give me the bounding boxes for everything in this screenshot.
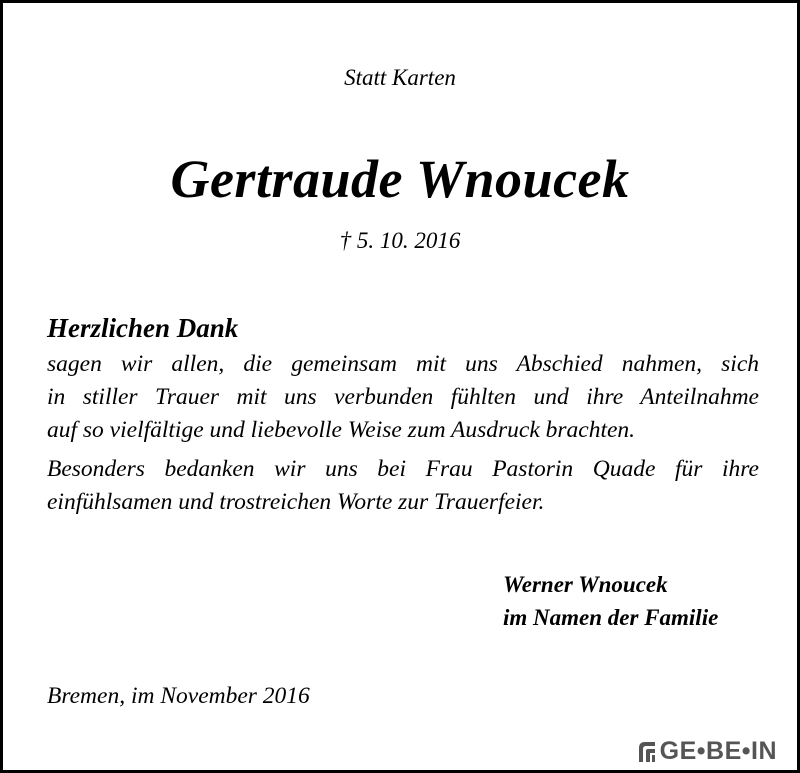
deceased-name: Gertraude Wnoucek xyxy=(170,149,630,209)
paragraph-line: in stiller Trauer mit uns verbunden fühlten und ihre Anteilnahme xyxy=(47,384,759,410)
signature-name: Werner Wnoucek xyxy=(503,572,668,597)
intro-text: Statt Karten xyxy=(344,65,456,90)
thanks-heading: Herzlichen Dank xyxy=(47,313,239,343)
death-date: † 5. 10. 2016 xyxy=(339,228,461,253)
place-and-date: Bremen, im November 2016 xyxy=(47,683,310,709)
paragraph-line: einfühlsamen und trostreichen Worte zur Trauerfeier. xyxy=(47,489,545,515)
gebein-logo xyxy=(637,737,777,766)
gebein-logo-icon xyxy=(637,740,657,764)
signature xyxy=(503,568,718,634)
paragraph-line: auf so vielfältige und liebevolle Weise zum Ausdruck brachten. xyxy=(47,417,636,443)
thanks-paragraph xyxy=(47,348,759,447)
signature-role: im Namen der Familie xyxy=(503,605,719,630)
paragraph-line: Besonders bedanken wir uns bei Frau Pastorin Quade für ihre xyxy=(47,456,759,482)
paragraph-line: sagen wir allen, die gemeinsam mit uns Abschied nahmen, sich xyxy=(47,351,759,377)
special-thanks-paragraph xyxy=(47,453,759,519)
logo-text: GE•BE•IN xyxy=(659,737,777,765)
